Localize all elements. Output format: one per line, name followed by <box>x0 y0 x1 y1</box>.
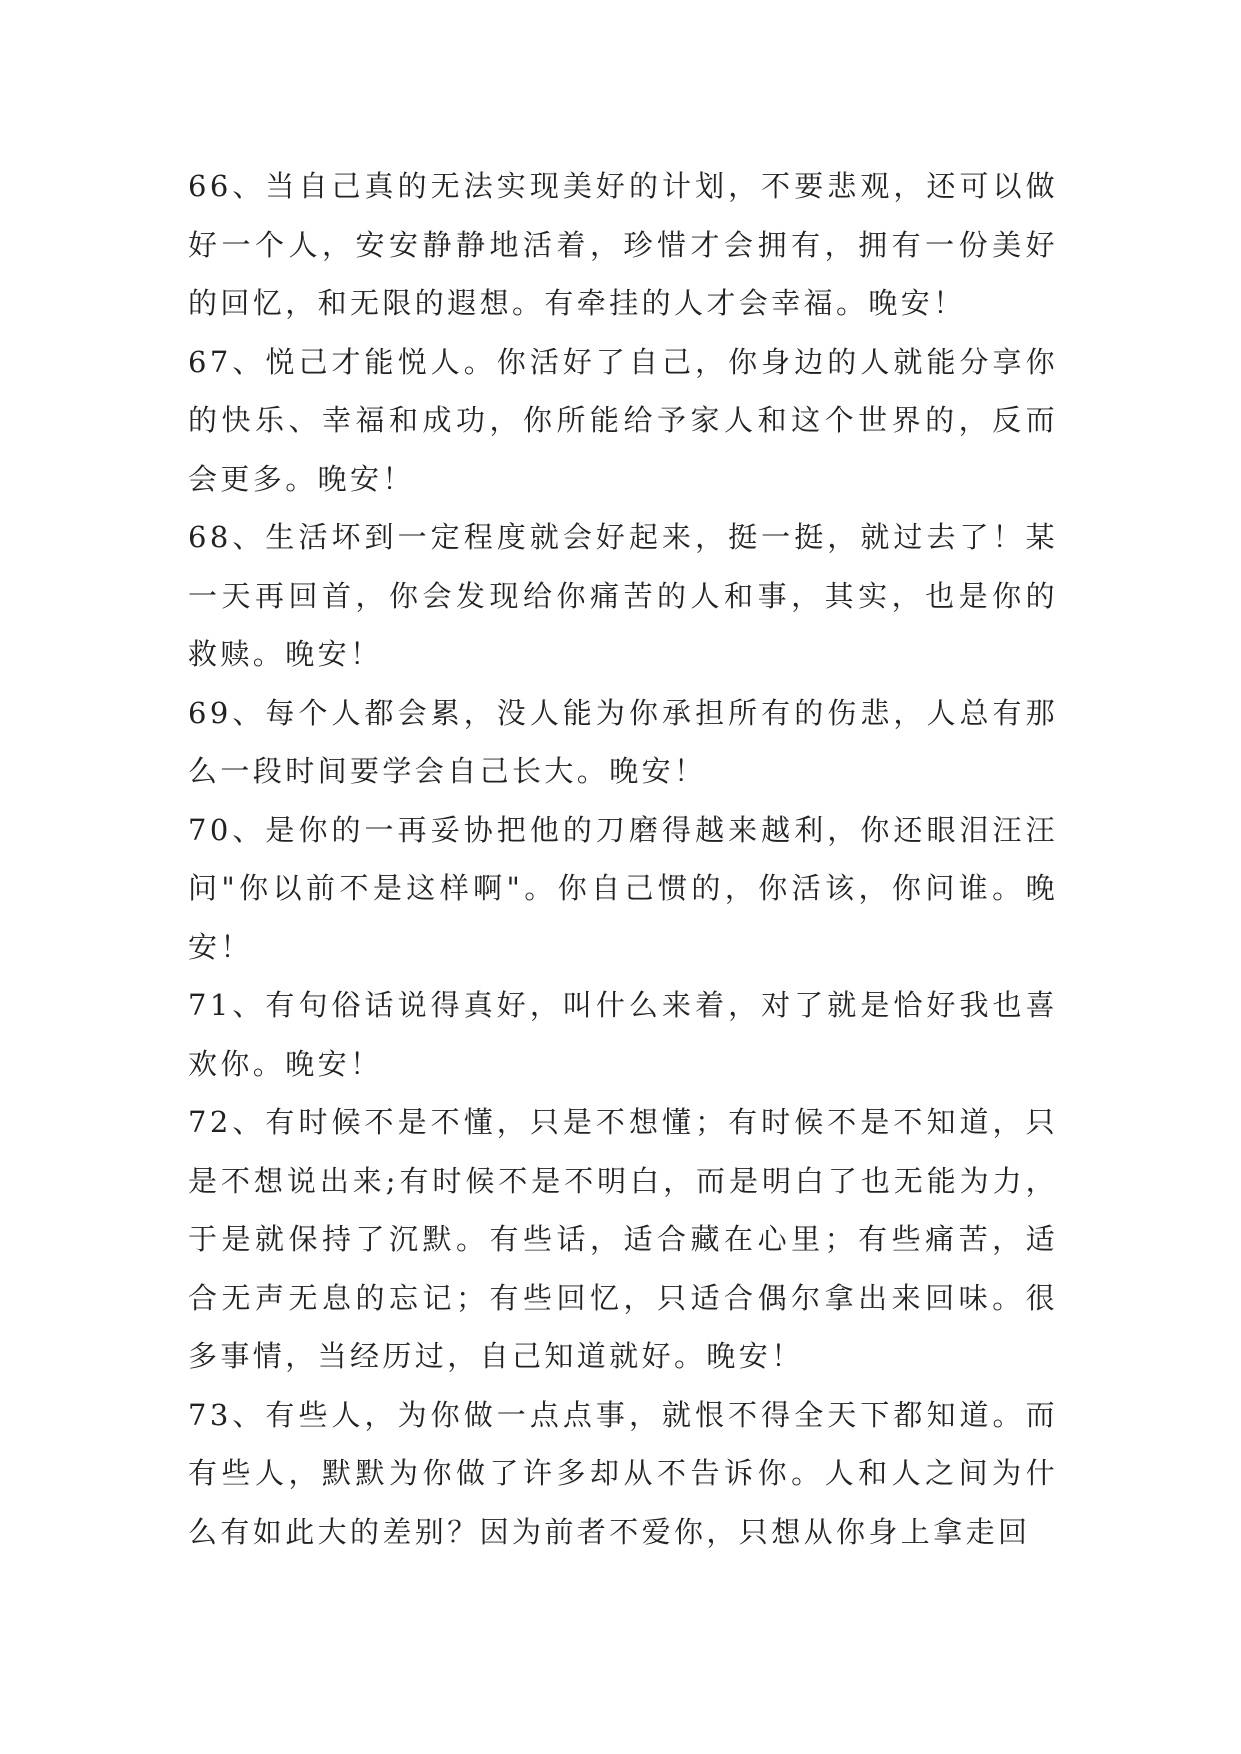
document-body <box>188 157 1058 1561</box>
entry-67: 67、悦己才能悦人。你活好了自己，你身边的人就能分享你的快乐、幸福和成功，你所能给予家人和这个世界的，反而会更多。晚安！ <box>188 344 1058 496</box>
entry-69: 69、每个人都会累，没人能为你承担所有的伤悲，人总有那么一段时间要学会自己长大。晚安！ <box>188 695 1058 788</box>
entry-66: 66、当自己真的无法实现美好的计划，不要悲观，还可以做好一个人，安安静静地活着，珍惜才会拥有，拥有一份美好的回忆，和无限的遐想。有牵挂的人才会幸福。晚安！ <box>188 169 1058 320</box>
entry-71: 71、有句俗话说得真好，叫什么来着，对了就是恰好我也喜欢你。晚安！ <box>188 988 1058 1081</box>
entry-73: 73、有些人，为你做一点点事，就恨不得全天下都知道。而有些人，默默为你做了许多却从不告诉你。人和人之间为什么有如此大的差别？因为前者不爱你，只想从你身上拿走回 <box>188 1397 1058 1549</box>
entry-70: 70、是你的一再妥协把他的刀磨得越来越利，你还眼泪汪汪问"你以前不是这样啊"。你自己惯的，你活该，你问谁。晚安！ <box>188 812 1058 964</box>
entry-68: 68、生活坏到一定程度就会好起来，挺一挺，就过去了！某一天再回首，你会发现给你痛苦的人和事，其实，也是你的救赎。晚安！ <box>188 520 1058 671</box>
entry-72: 72、有时候不是不懂，只是不想懂；有时候不是不知道，只是不想说出来;有时候不是不明白，而是明白了也无能为力，于是就保持了沉默。有些话，适合藏在心里；有些痛苦，适合无声无息的忘记；有些回忆，只适合偶尔拿出来回味。很多事情，当经历过，自己知道就好。晚安！ <box>188 1105 1058 1373</box>
